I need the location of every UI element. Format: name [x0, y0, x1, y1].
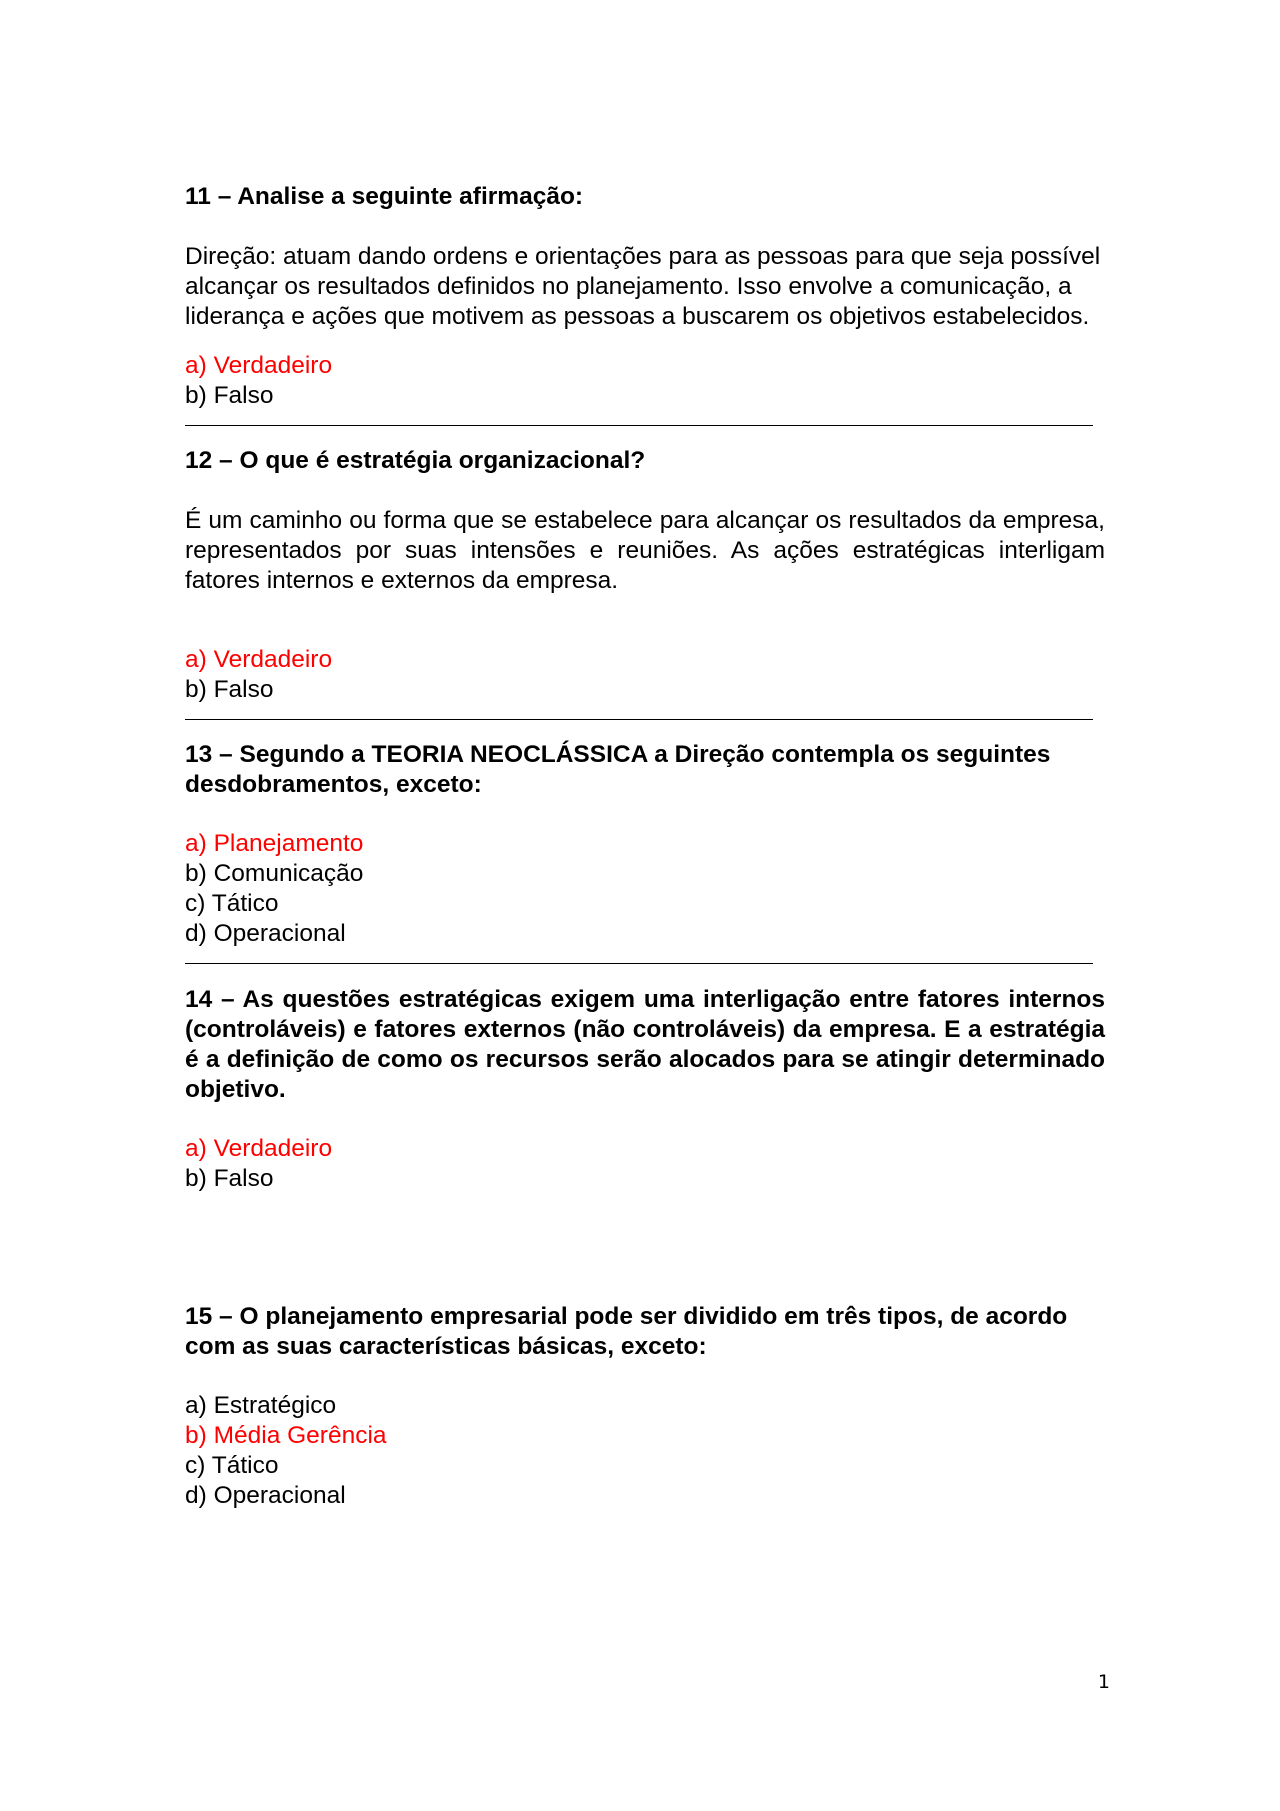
question-title: 14 – As questões estratégicas exigem uma interligação entre fatores internos (controláveis) e fatores externos (não controláveis) da empresa. E a estratégia é a definição de como os recursos serão alocados para se atingir determinado objetivo. [185, 986, 1105, 1103]
option-b: b) Falso [185, 676, 274, 703]
question-13 [185, 740, 1105, 949]
option-d: d) Operacional [185, 920, 346, 947]
option-list [185, 1134, 1105, 1194]
option-c: c) Tático [185, 1452, 279, 1479]
question-title: 12 – O que é estratégia organizacional? [185, 447, 646, 474]
option-b: b) Comunicação [185, 860, 364, 887]
page-number: 1 [1097, 1671, 1110, 1693]
question-14 [185, 985, 1105, 1194]
option-d: d) Operacional [185, 1482, 346, 1509]
option-b: b) Falso [185, 382, 274, 409]
option-list [185, 829, 1105, 949]
question-title: 13 – Segundo a TEORIA NEOCLÁSSICA a Direção contempla os seguintes desdobramentos, exceto: [185, 741, 1051, 798]
option-a: a) Verdadeiro [185, 1135, 333, 1162]
question-statement: É um caminho ou forma que se estabelece para alcançar os resultados da empresa, representados por suas intensões e reuniões. As ações estratégicas interligam fatores internos e externos da empresa. [185, 507, 1105, 594]
question-title: 11 – Analise a seguinte afirmação: [185, 183, 584, 210]
option-a: a) Planejamento [185, 830, 364, 857]
option-list [185, 1391, 1105, 1511]
page-content [185, 182, 1105, 1511]
option-a: a) Estratégico [185, 1392, 337, 1419]
option-list [185, 351, 1105, 411]
question-11 [185, 182, 1105, 411]
option-list [185, 645, 1105, 705]
option-b: b) Média Gerência [185, 1422, 387, 1449]
question-12 [185, 446, 1105, 705]
option-b: b) Falso [185, 1165, 274, 1192]
option-a: a) Verdadeiro [185, 352, 333, 379]
question-15 [185, 1302, 1105, 1511]
question-statement: Direção: atuam dando ordens e orientações para as pessoas para que seja possível alcançar os resultados definidos no planejamento. Isso envolve a comunicação, a liderança e ações que motivem as pessoas a buscarem os objetivos estabelecidos. [185, 243, 1101, 330]
option-a: a) Verdadeiro [185, 646, 333, 673]
question-title: 15 – O planejamento empresarial pode ser dividido em três tipos, de acordo com as suas características básicas, exceto: [185, 1303, 1068, 1360]
option-c: c) Tático [185, 890, 279, 917]
